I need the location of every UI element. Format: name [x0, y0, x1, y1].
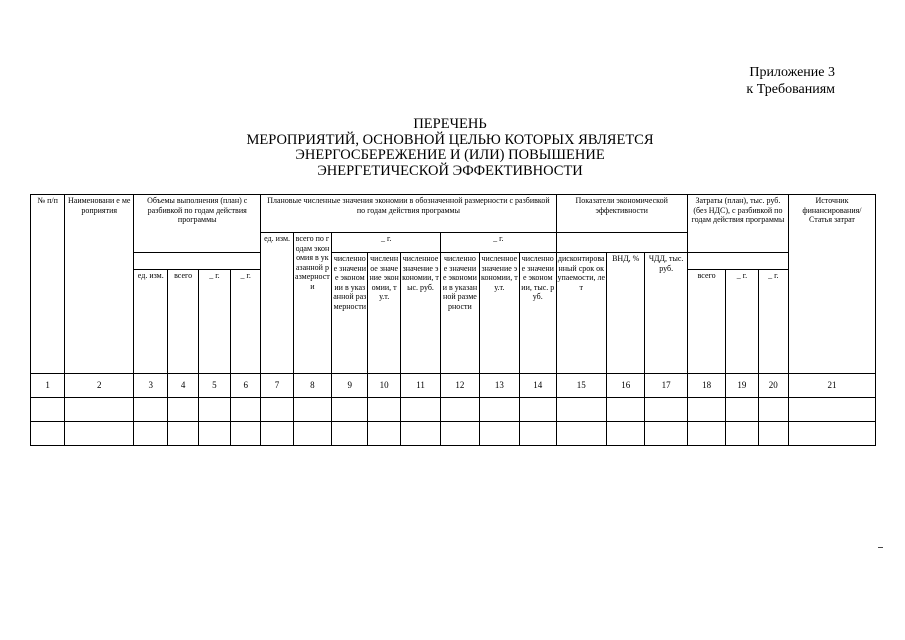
header-number: № п/п — [31, 195, 65, 374]
header-volumes-year-2: _ г. — [231, 270, 261, 374]
column-number: 17 — [645, 374, 687, 398]
header-planned-total: всего по годам экономия в указанной размерности — [293, 233, 331, 374]
title-line-2: МЕРОПРИЯТИЙ, ОСНОВНОЙ ЦЕЛЬЮ КОТОРЫХ ЯВЛЯЕТСЯ — [246, 131, 654, 148]
column-number: 15 — [556, 374, 607, 398]
header-volumes-unit: ед. изм. — [134, 270, 168, 374]
header-planned-savings: Плановые численные значения экономии в обозначенной размерности с разбивкой по годам действия программы — [261, 195, 556, 233]
column-number: 14 — [520, 374, 556, 398]
header-planned-year-2-fuel: численное значение экономии, т у.т. — [479, 253, 519, 374]
page-mark — [878, 547, 883, 548]
header-econ-irr: ВНД, % — [607, 253, 645, 374]
table-row — [31, 422, 876, 446]
column-number: 8 — [293, 374, 331, 398]
title-line-4: ЭНЕРГЕТИЧЕСКОЙ ЭФФЕКТИВНОСТИ — [317, 162, 583, 179]
header-planned-year-2-natural: численное значение экономии в указанной размерности — [441, 253, 479, 374]
header-planned-year-1: _ г. — [332, 233, 441, 253]
header-planned-year-1-natural: численное значение экономии в указанной размерности — [332, 253, 368, 374]
column-number: 20 — [758, 374, 788, 398]
column-number: 2 — [65, 374, 134, 398]
header-costs-year-1: _ г. — [726, 270, 758, 374]
header-planned-year-2-money: численное значение экономии, тыс. руб. — [520, 253, 556, 374]
column-numbers-row — [31, 374, 876, 398]
header-funding-source: Источник финансирования/ Статья затрат — [788, 195, 875, 374]
column-number: 21 — [788, 374, 875, 398]
column-number: 7 — [261, 374, 293, 398]
header-economic-efficiency: Показатели экономической эффективности — [556, 195, 687, 233]
header-volumes-spacer — [134, 253, 261, 270]
column-number: 19 — [726, 374, 758, 398]
column-number: 9 — [332, 374, 368, 398]
header-volumes: Объемы выполнения (план) с разбивкой по годам действия программы — [134, 195, 261, 253]
title-line-1: ПЕРЕЧЕНЬ — [413, 116, 487, 132]
column-number: 11 — [400, 374, 440, 398]
appendix-line-1: Приложение 3 — [749, 65, 835, 80]
header-name: Наименовани е мероприятия — [65, 195, 134, 374]
header-planned-year-1-fuel: численное значение экономии, т у.т. — [368, 253, 400, 374]
header-costs-year-2: _ г. — [758, 270, 788, 374]
header-costs: Затраты (план), тыс. руб. (без НДС), с разбивкой по годам действия программы — [687, 195, 788, 253]
column-number: 6 — [231, 374, 261, 398]
header-costs-spacer — [687, 253, 788, 270]
header-econ-npv: ЧДД, тыс. руб. — [645, 253, 687, 374]
table-row — [31, 398, 876, 422]
header-volumes-year-1: _ г. — [198, 270, 230, 374]
title-line-3: ЭНЕРГОСБЕРЕЖЕНИЕ И (ИЛИ) ПОВЫШЕНИЕ — [295, 147, 605, 163]
column-number: 13 — [479, 374, 519, 398]
header-planned-year-2: _ г. — [441, 233, 556, 253]
header-econ-spacer — [556, 233, 687, 253]
header-planned-unit: ед. изм. — [261, 233, 293, 374]
column-number: 4 — [168, 374, 198, 398]
column-number: 16 — [607, 374, 645, 398]
header-volumes-total: всего — [168, 270, 198, 374]
appendix-label — [746, 64, 835, 98]
column-number: 1 — [31, 374, 65, 398]
column-number: 18 — [687, 374, 725, 398]
column-number: 5 — [198, 374, 230, 398]
column-number: 12 — [441, 374, 479, 398]
appendix-line-2: к Требованиям — [746, 82, 835, 97]
measures-table — [30, 194, 876, 446]
header-planned-year-1-money: численное значение экономии, тыс. руб. — [400, 253, 440, 374]
header-econ-payback: дисконтированный срок окупаемости, лет — [556, 253, 607, 374]
column-number: 3 — [134, 374, 168, 398]
document-title — [215, 117, 685, 179]
column-number: 10 — [368, 374, 400, 398]
header-costs-total: всего — [687, 270, 725, 374]
